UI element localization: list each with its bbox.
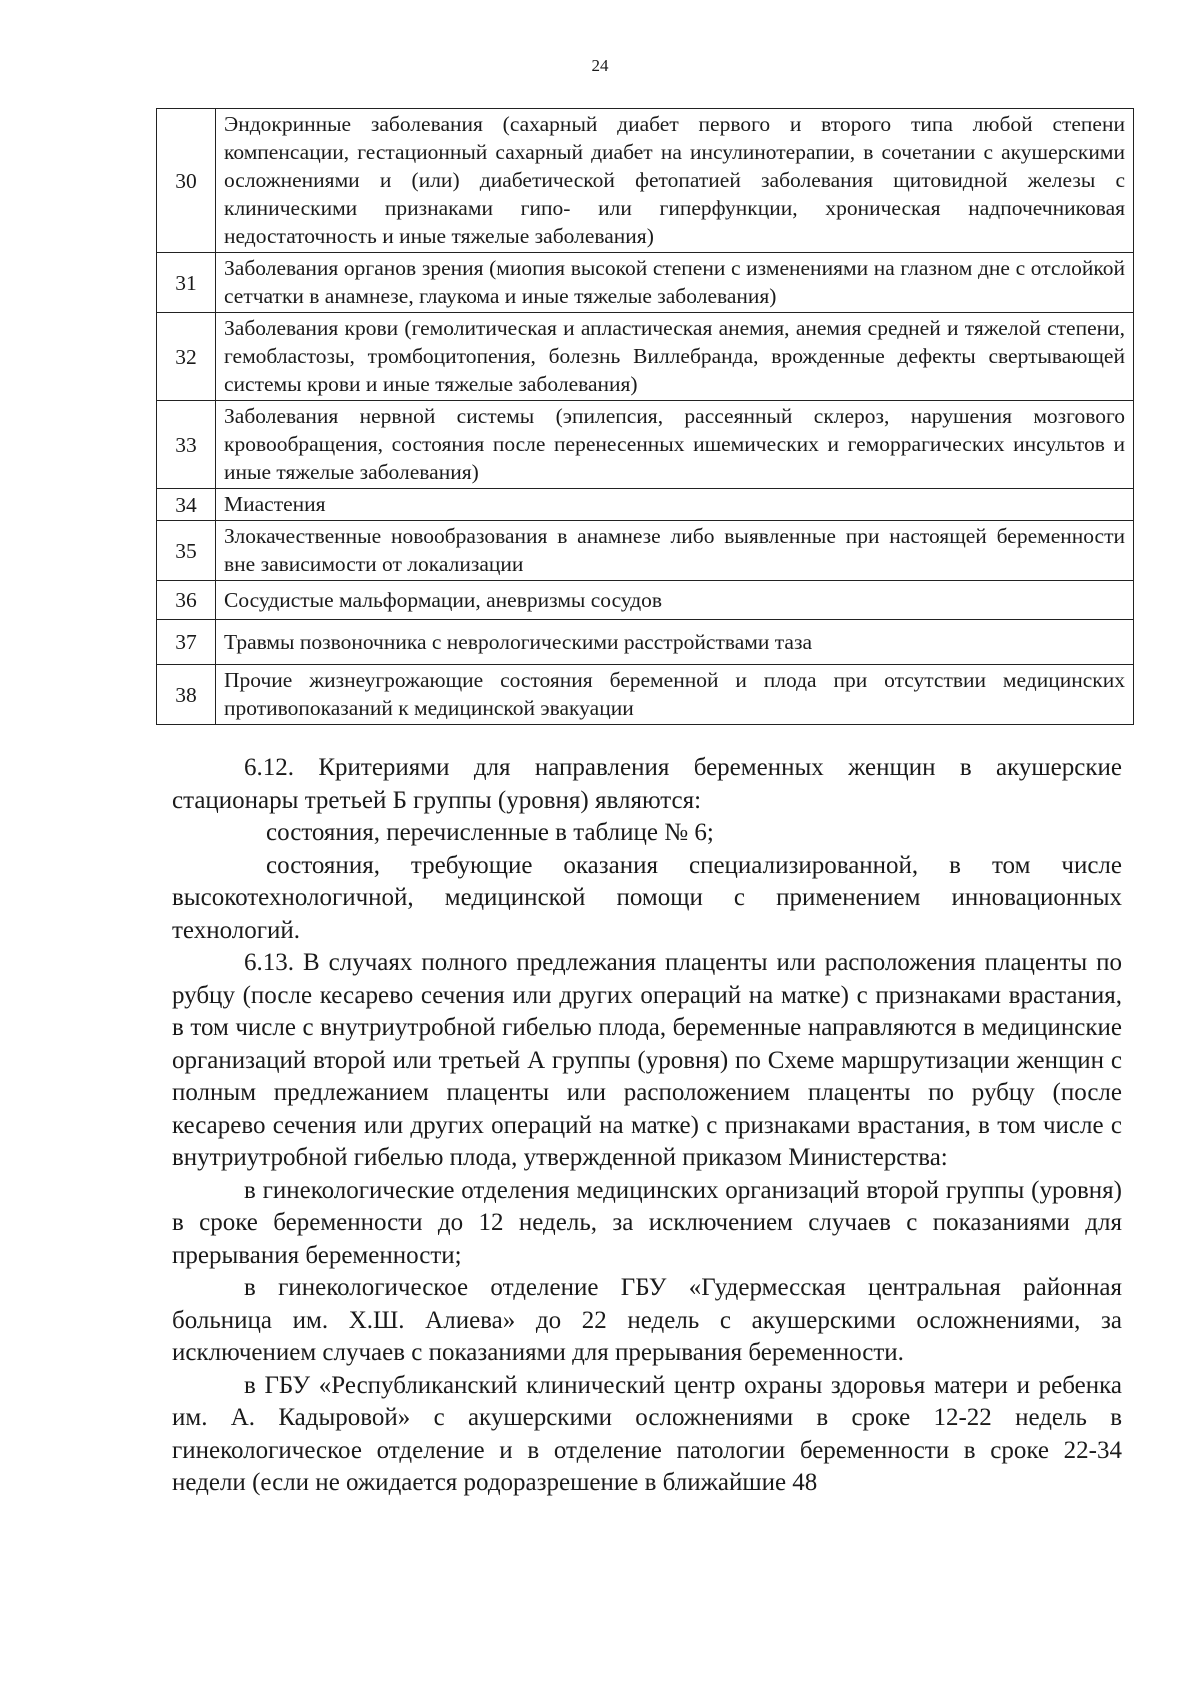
- list-item: в гинекологические отделения медицинских организаций второй группы (уровня) в сроке беременности до 12 недель, за исключением случаев с показаниями для прерывания беременности;: [172, 1176, 1122, 1269]
- row-description: Травмы позвоночника с неврологическими расстройствами таза: [216, 620, 1134, 665]
- conditions-table: [156, 108, 1134, 725]
- table-row: [157, 489, 1134, 521]
- row-description: Злокачественные новообразования в анамнезе либо выявленные при настоящей беременности вне зависимости от локализации: [216, 521, 1134, 581]
- row-number: 30: [157, 109, 216, 253]
- row-number: 38: [157, 665, 216, 725]
- table-row: [157, 581, 1134, 620]
- row-number: 35: [157, 521, 216, 581]
- list-item: состояния, требующие оказания специализированной, в том числе высокотехнологичной, медицинской помощи с применением инновационных технологий.: [172, 851, 1122, 944]
- row-number: 31: [157, 253, 216, 313]
- row-number: 37: [157, 620, 216, 665]
- table-row: [157, 313, 1134, 401]
- row-number: 33: [157, 401, 216, 489]
- list-item: в ГБУ «Республиканский клинический центр охраны здоровья матери и ребенка им. А. Кадыровой» с акушерскими осложнениями в сроке 12-22 недель в гинекологическое отделение и в отделение патологии беременности в сроке 22-34 недели (если не ожидается родоразрешение в ближайшие 48: [172, 1371, 1122, 1496]
- paragraph-6-13: 6.13. В случаях полного предлежания плаценты или расположения плаценты по рубцу (после кесарево сечения или других операций на матке) с признаками врастания, в том числе с внутриутробной гибелью плода, беременные направляются в медицинские организаций второй или третьей А группы (уровня) по Схеме маршрутизации женщин с полным предлежанием плаценты или расположением плаценты по рубцу (после кесарево сечения или других операций на матке) с признаками врастания, в том числе с внутриутробной гибелью плода, утвержденной приказом Министерства:: [172, 949, 1122, 1171]
- table-row: [157, 401, 1134, 489]
- row-description: Сосудистые мальформации, аневризмы сосудов: [216, 581, 1134, 620]
- table-row: [157, 253, 1134, 313]
- page-number: 24: [591, 56, 609, 75]
- row-description: Прочие жизнеугрожающие состояния беременной и плода при отсутствии медицинских противопоказаний к медицинской эвакуации: [216, 665, 1134, 725]
- body-text: [172, 752, 1122, 1500]
- list-item: в гинекологическое отделение ГБУ «Гудермесская центральная районная больница им. Х.Ш. Алиева» до 22 недель с акушерскими осложнениями, за исключением случаев с показаниями для прерывания беременности.: [172, 1274, 1122, 1366]
- list-item: состояния, перечисленные в таблице № 6;: [266, 819, 714, 846]
- row-description: Заболевания крови (гемолитическая и апластическая анемия, анемия средней и тяжелой степени, гемобластозы, тромбоцитопения, болезнь Виллебранда, врожденные дефекты свертывающей системы крови и иные тяжелые заболевания): [216, 313, 1134, 401]
- table-row: [157, 665, 1134, 725]
- row-description: Миастения: [216, 489, 1134, 521]
- row-number: 34: [157, 489, 216, 521]
- paragraph-6-12: 6.12. Критериями для направления беременных женщин в акушерские стационары третьей Б группы (уровня) являются:: [172, 754, 1122, 814]
- row-description: Эндокринные заболевания (сахарный диабет первого и второго типа любой степени компенсации, гестационный сахарный диабет на инсулинотерапии, в сочетании с акушерскими осложнениями и (или) диабетической фетопатией заболевания щитовидной железы с клиническими признаками гипо- или гиперфункции, хроническая надпочечниковая недостаточность и иные тяжелые заболевания): [216, 109, 1134, 253]
- row-description: Заболевания нервной системы (эпилепсия, рассеянный склероз, нарушения мозгового кровообращения, состояния после перенесенных ишемических и геморрагических инсультов и иные тяжелые заболевания): [216, 401, 1134, 489]
- table-row: [157, 521, 1134, 581]
- row-number: 36: [157, 581, 216, 620]
- table-row: [157, 620, 1134, 665]
- row-number: 32: [157, 313, 216, 401]
- table-row: [157, 109, 1134, 253]
- row-description: Заболевания органов зрения (миопия высокой степени с изменениями на глазном дне с отслойкой сетчатки в анамнезе, глаукома и иные тяжелые заболевания): [216, 253, 1134, 313]
